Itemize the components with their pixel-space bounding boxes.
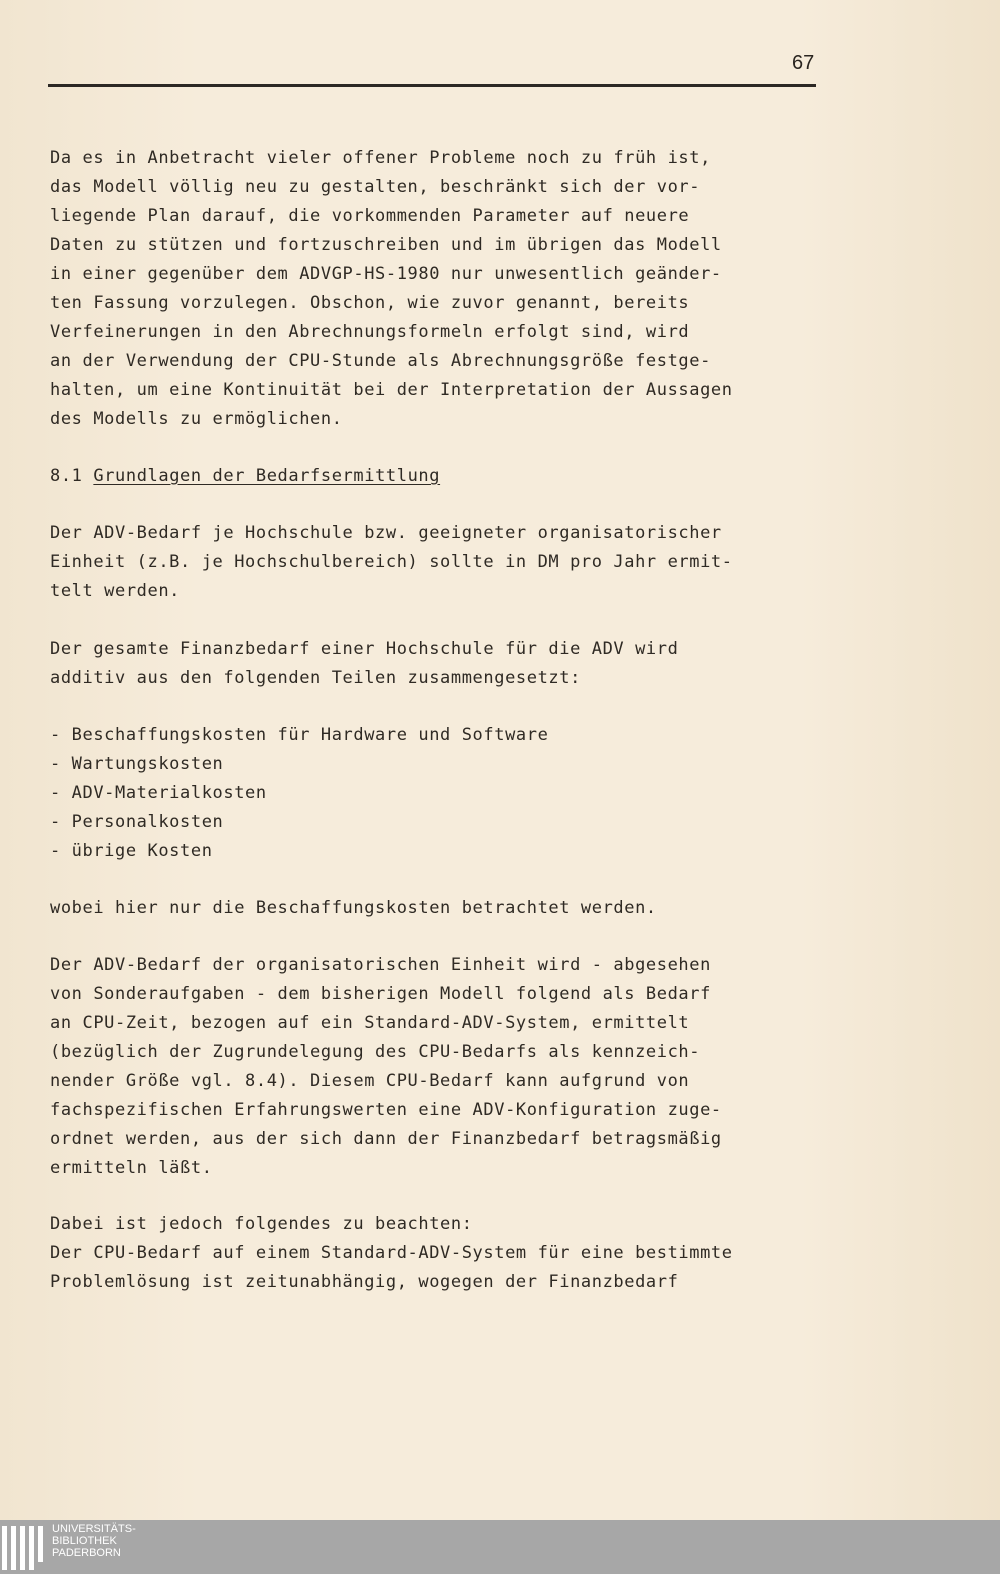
paragraph-5-line: ermitteln läßt. [50,1158,213,1178]
paragraph-4-line: wobei hier nur die Beschaffungskosten betrachtet werden. [50,898,657,918]
paragraph-1-line: Da es in Anbetracht vieler offener Probleme noch zu früh ist, [50,148,711,168]
library-name [52,1523,136,1559]
list-item: - Beschaffungskosten für Hardware und Software [50,725,549,745]
library-footer-bar [0,1520,1000,1574]
paragraph-1-line: an der Verwendung der CPU-Stunde als Abrechnungsgröße festge- [50,351,711,371]
paragraph-1-line: das Modell völlig neu zu gestalten, beschränkt sich der vor- [50,177,701,197]
section-title: Grundlagen der Bedarfsermittlung [93,466,441,486]
list-item: - Wartungskosten [50,754,224,774]
paragraph-5-line: (bezüglich der Zugrundelegung des CPU-Bedarfs als kennzeich- [50,1042,701,1062]
paragraph-2-line: telt werden. [50,581,181,601]
paragraph-1-line: des Modells zu ermöglichen. [50,409,343,429]
paragraph-6-line: Problemlösung ist zeitunabhängig, wogegen der Finanzbedarf [50,1272,679,1292]
paragraph-5-line: von Sonderaufgaben - dem bisherigen Modell folgend als Bedarf [50,984,711,1004]
paragraph-5-line: Der ADV-Bedarf der organisatorischen Einheit wird - abgesehen [50,955,711,975]
header-rule [48,84,816,87]
paragraph-1-line: Daten zu stützen und fortzuschreiben und im übrigen das Modell [50,235,722,255]
section-heading [50,466,440,486]
paragraph-1-line: in einer gegenüber dem ADVGP-HS-1980 nur unwesentlich geänder- [50,264,722,284]
library-name-line: PADERBORN [52,1547,121,1559]
section-number: 8.1 [50,466,83,486]
page-number: 67 [792,52,815,74]
list-item: - ADV-Materialkosten [50,783,267,803]
paragraph-3-line: additiv aus den folgenden Teilen zusammengesetzt: [50,668,581,688]
paragraph-1-line: Verfeinerungen in den Abrechnungsformeln erfolgt sind, wird [50,322,690,342]
paragraph-1-line: ten Fassung vorzulegen. Obschon, wie zuvor genannt, bereits [50,293,690,313]
paragraph-5-line: ordnet werden, aus der sich dann der Finanzbedarf betragsmäßig [50,1129,722,1149]
paragraph-1-line: liegende Plan darauf, die vorkommenden Parameter auf neuere [50,206,690,226]
paragraph-5-line: an CPU-Zeit, bezogen auf ein Standard-ADV-System, ermittelt [50,1013,690,1033]
paragraph-2-line: Einheit (z.B. je Hochschulbereich) sollte in DM pro Jahr ermit- [50,552,733,572]
paragraph-6-line: Dabei ist jedoch folgendes zu beachten: [50,1214,473,1234]
paragraph-3-line: Der gesamte Finanzbedarf einer Hochschule für die ADV wird [50,639,679,659]
paragraph-6-line: Der CPU-Bedarf auf einem Standard-ADV-System für eine bestimmte [50,1243,733,1263]
list-item: - Personalkosten [50,812,224,832]
paragraph-5-line: fachspezifischen Erfahrungswerten eine ADV-Konfiguration zuge- [50,1100,722,1120]
paragraph-2-line: Der ADV-Bedarf je Hochschule bzw. geeigneter organisatorischer [50,523,722,543]
list-item: - übrige Kosten [50,841,213,861]
library-name-line: UNIVERSITÄTS- [52,1523,136,1535]
library-name-line: BIBLIOTHEK [52,1535,117,1547]
paragraph-1-line: halten, um eine Kontinuität bei der Interpretation der Aussagen [50,380,733,400]
library-logo-icon [2,1526,46,1570]
paragraph-5-line: nender Größe vgl. 8.4). Diesem CPU-Bedarf kann aufgrund von [50,1071,690,1091]
